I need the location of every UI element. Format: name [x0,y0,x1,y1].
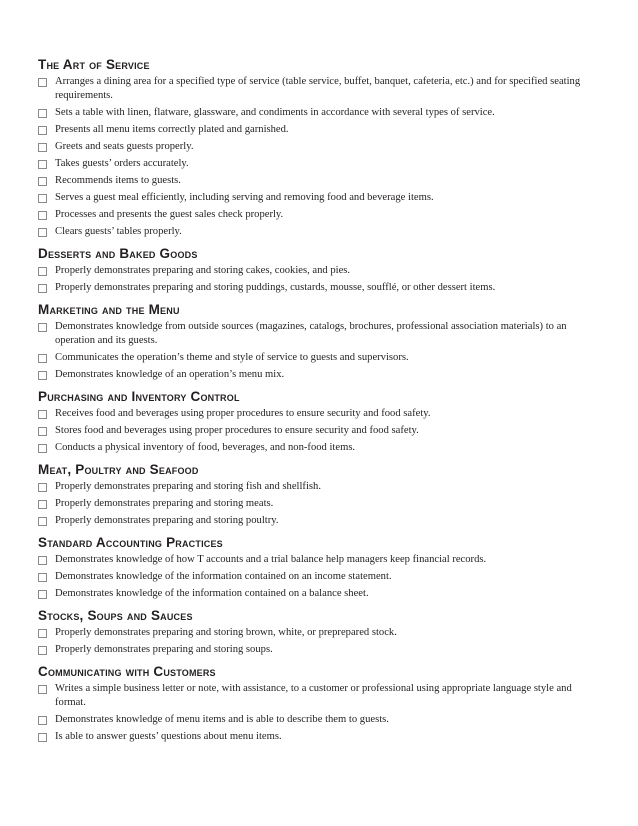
section-title: Purchasing and Inventory Control [38,389,240,404]
checklist-item [38,264,583,278]
checklist-item [38,626,583,640]
checklist-item [38,441,583,455]
checklist-item [38,157,583,171]
checklist-item [38,174,583,188]
checklist-item-text: Properly demonstrates preparing and storing fish and shellfish. [55,481,321,492]
checkbox[interactable] [38,228,47,237]
checklist-item-text: Serves a guest meal efficiently, including serving and removing food and beverage items. [55,192,434,203]
checkbox[interactable] [38,500,47,509]
checklist-section [38,663,583,744]
checklist-item [38,553,583,567]
section-title: Desserts and Baked Goods [38,246,198,261]
section-title: Communicating with Customers [38,664,216,679]
checklist-item [38,570,583,584]
checkbox[interactable] [38,685,47,694]
checklist [38,682,583,744]
checkbox[interactable] [38,109,47,118]
checklist-item-text: Demonstrates knowledge of the information contained on an income statement. [55,571,392,582]
checklist-item-text: Stores food and beverages using proper procedures to ensure security and food safety. [55,425,419,436]
checklist-item [38,514,583,528]
checkbox[interactable] [38,194,47,203]
checklist-item-text: Clears guests’ tables properly. [55,226,182,237]
checklist-item-text: Properly demonstrates preparing and storing poultry. [55,515,279,526]
checklist-item [38,106,583,120]
checkbox[interactable] [38,646,47,655]
checklist-item [38,208,583,222]
checklist-section [38,534,583,601]
checklist-item [38,713,583,727]
checkbox[interactable] [38,733,47,742]
checklist-item-text: Demonstrates knowledge of how T accounts and a trial balance help managers keep financial records. [55,554,487,565]
competency-checklist [38,56,583,744]
checkbox[interactable] [38,517,47,526]
checklist-item-text: Recommends items to guests. [55,175,181,186]
checklist-item [38,191,583,205]
checkbox[interactable] [38,78,47,87]
checklist-item [38,75,583,103]
checkbox[interactable] [38,556,47,565]
checklist-item [38,140,583,154]
checkbox[interactable] [38,284,47,293]
checklist-item [38,497,583,511]
checkbox[interactable] [38,211,47,220]
checklist-item-text: Demonstrates knowledge from outside sources (magazines, catalogs, brochures, professional association materials) to an operation and its guests. [55,321,567,346]
checklist-item [38,643,583,657]
section-title: Standard Accounting Practices [38,535,223,550]
checklist-section [38,607,583,657]
checklist [38,407,583,455]
checkbox[interactable] [38,267,47,276]
checklist [38,320,583,382]
checklist-item-text: Demonstrates knowledge of the information contained on a balance sheet. [55,588,369,599]
checkbox[interactable] [38,483,47,492]
checkbox[interactable] [38,126,47,135]
checklist-item-text: Presents all menu items correctly plated and garnished. [55,124,289,135]
checklist-section [38,245,583,295]
checklist-item-text: Properly demonstrates preparing and storing puddings, custards, mousse, soufflé, or other dessert items. [55,282,496,293]
checkbox[interactable] [38,444,47,453]
checklist-item [38,281,583,295]
checklist-item-text: Takes guests’ orders accurately. [55,158,189,169]
checkbox[interactable] [38,177,47,186]
checklist-item-text: Writes a simple business letter or note, with assistance, to a customer or professional using appropriate language style and format. [55,683,572,708]
checklist [38,75,583,239]
checklist-item [38,123,583,137]
checkbox[interactable] [38,716,47,725]
checkbox[interactable] [38,354,47,363]
checklist-item-text: Demonstrates knowledge of menu items and is able to describe them to guests. [55,714,389,725]
checkbox[interactable] [38,160,47,169]
checklist-item [38,682,583,710]
checklist-item-text: Is able to answer guests’ questions about menu items. [55,731,282,742]
checkbox[interactable] [38,573,47,582]
checklist-item-text: Greets and seats guests properly. [55,141,194,152]
checklist-item-text: Sets a table with linen, flatware, glassware, and condiments in accordance with several types of service. [55,107,495,118]
checklist [38,553,583,601]
checklist-item-text: Arranges a dining area for a specified type of service (table service, buffet, banquet, cafeteria, etc.) and for specified seating requirements. [55,76,581,101]
checklist [38,264,583,295]
section-title: Marketing and the Menu [38,302,180,317]
checklist-item-text: Properly demonstrates preparing and storing brown, white, or preprepared stock. [55,627,397,638]
checklist-item-text: Demonstrates knowledge of an operation’s menu mix. [55,369,285,380]
checkbox[interactable] [38,371,47,380]
checklist-item-text: Receives food and beverages using proper procedures to ensure security and food safety. [55,408,431,419]
checkbox[interactable] [38,323,47,332]
checklist-item [38,351,583,365]
section-title: Meat, Poultry and Seafood [38,462,199,477]
checklist-item-text: Properly demonstrates preparing and storing meats. [55,498,274,509]
checklist-item-text: Conducts a physical inventory of food, beverages, and non-food items. [55,442,356,453]
checkbox[interactable] [38,629,47,638]
checklist-item-text: Properly demonstrates preparing and storing cakes, cookies, and pies. [55,265,351,276]
checklist-item-text: Properly demonstrates preparing and storing soups. [55,644,273,655]
checkbox[interactable] [38,427,47,436]
checklist-item [38,587,583,601]
checklist-item-text: Processes and presents the guest sales check properly. [55,209,284,220]
section-title: The Art of Service [38,57,150,72]
checklist-item [38,320,583,348]
checklist-item [38,368,583,382]
checklist-section [38,301,583,382]
checklist-item-text: Communicates the operation’s theme and style of service to guests and supervisors. [55,352,409,363]
checklist-item [38,407,583,421]
checklist-item [38,730,583,744]
checklist [38,480,583,528]
checkbox[interactable] [38,410,47,419]
checklist-section [38,388,583,455]
checkbox[interactable] [38,143,47,152]
checklist-section [38,461,583,528]
checkbox[interactable] [38,590,47,599]
checklist [38,626,583,657]
section-title: Stocks, Soups and Sauces [38,608,193,623]
checklist-section [38,56,583,239]
checklist-item [38,480,583,494]
checklist-item [38,424,583,438]
checklist-item [38,225,583,239]
